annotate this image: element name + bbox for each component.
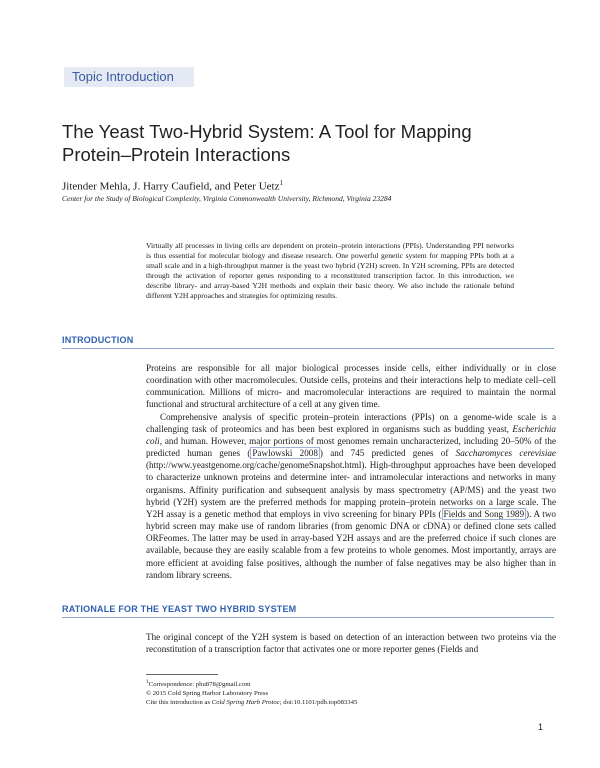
citation-note: Cite this introduction as Cold Spring Harb Protoc; doi:10.1101/pdb.top083345 xyxy=(146,699,358,707)
intro-paragraph-1: Proteins are responsible for all major biological processes inside cells, either individually or in close coordination with other macromolecules. Outside cells, proteins and their interactions help to mediate cell–cell communication. Millions of micro- and macromolecular interactions are required to maintain the normal functional and structural architecture of a cell at any given time. xyxy=(146,363,556,410)
introduction-body xyxy=(146,362,556,581)
author-names: Jitender Mehla, J. Harry Caufield, and Peter Uetz xyxy=(62,180,280,193)
footnote-rule xyxy=(146,674,218,675)
title-line-1: The Yeast Two-Hybrid System: A Tool for Mapping xyxy=(62,121,472,142)
page-number: 1 xyxy=(538,722,544,732)
rationale-paragraph-1: The original concept of the Y2H system is based on detection of an interaction between two proteins via the reconstitution of a transcription factor that activates one or more reporter genes (Fields and xyxy=(146,632,556,655)
copyright-note: © 2015 Cold Spring Harbor Laboratory Press xyxy=(146,690,269,698)
correspondence-note: $^1$Correspondence: phu878@gmail.com xyxy=(146,679,251,689)
rationale-rule xyxy=(62,617,554,618)
introduction-heading: INTRODUCTION xyxy=(62,335,134,345)
author-note-mark: 1 xyxy=(279,179,283,187)
article-title xyxy=(62,120,532,166)
title-line-2: Protein–Protein Interactions xyxy=(62,144,291,165)
citation-fields-song-1989[interactable]: Fields and Song 1989 xyxy=(443,508,525,519)
affiliation: Center for the Study of Biological Complexity, Virginia Commonwealth University, Richmond, Virginia 23284 xyxy=(62,194,392,203)
authors xyxy=(62,176,542,194)
footnotes xyxy=(146,678,546,708)
rationale-heading: RATIONALE FOR THE YEAST TWO HYBRID SYSTEM xyxy=(62,604,297,614)
topic-tag: Topic Introduction xyxy=(64,67,194,87)
species-ecoli: Escherichia coli xyxy=(146,423,556,446)
abstract: Virtually all processes in living cells are dependent on protein–protein interactions (PPIs). Understanding PPI networks is thus essential for molecular biology and disease research. One powerful genetic system for mapping PPIs both at a small scale and in a high-throughput manner is the yeast two hybrid (Y2H) screen. In Y2H screening, PPIs are detected through the activation of reporter genes responding to a reconstituted transcription factor. In this introduction, we describe library- and array-based Y2H methods and explain their basic theory. We also include the rationale behind different Y2H approaches and strategies for optimizing results. xyxy=(146,241,514,301)
species-scerevisiae: Saccharomyces cerevisiae xyxy=(455,448,556,459)
intro-paragraph-2: Comprehensive analysis of specific protein–protein interactions (PPIs) on a genome-wide scale is a challenging task of proteomics and has been best explored in organisms such as budding yeast, Escherichia coli, and human. However, major portions of most genomes remain uncharacterized, including 20–50% of the predicted human genes ( Pawlowski 2008 ) and 745 predicted genes of Saccharomyces cerevisiae (http://www.yeastgenome.org/cache/genomeSnapshot.html). High-throughput approaches have been developed to characterize unknown proteins and determine inter- and intramolecular interactions and networks in many organisms. Affinity purification and subsequent analysis by mass spectrometry (AP/MS) and the yeast two hybrid (Y2H) system are the preferred methods for mapping protein–protein networks on a large scale. The Y2H assay is a genetic method that employs in vivo screening for binary PPIs ( Fields and Song 1989 ). A two hybrid screen may make use of random libraries (from genomic DNA or cDNA) or defined clone sets called ORFeomes. The latter may be used in array-based Y2H assays and are the preferred choice if such clones are available, because they are easily scalable from a few proteins to whole genomes. Most importantly, arrays are more efficient at avoiding false positives, although the number of false negatives may be also higher than in random library screens. xyxy=(146,411,556,580)
rationale-body xyxy=(146,631,556,655)
introduction-rule xyxy=(62,348,554,349)
citation-pawlowski-2008[interactable]: Pawlowski 2008 xyxy=(252,448,318,459)
